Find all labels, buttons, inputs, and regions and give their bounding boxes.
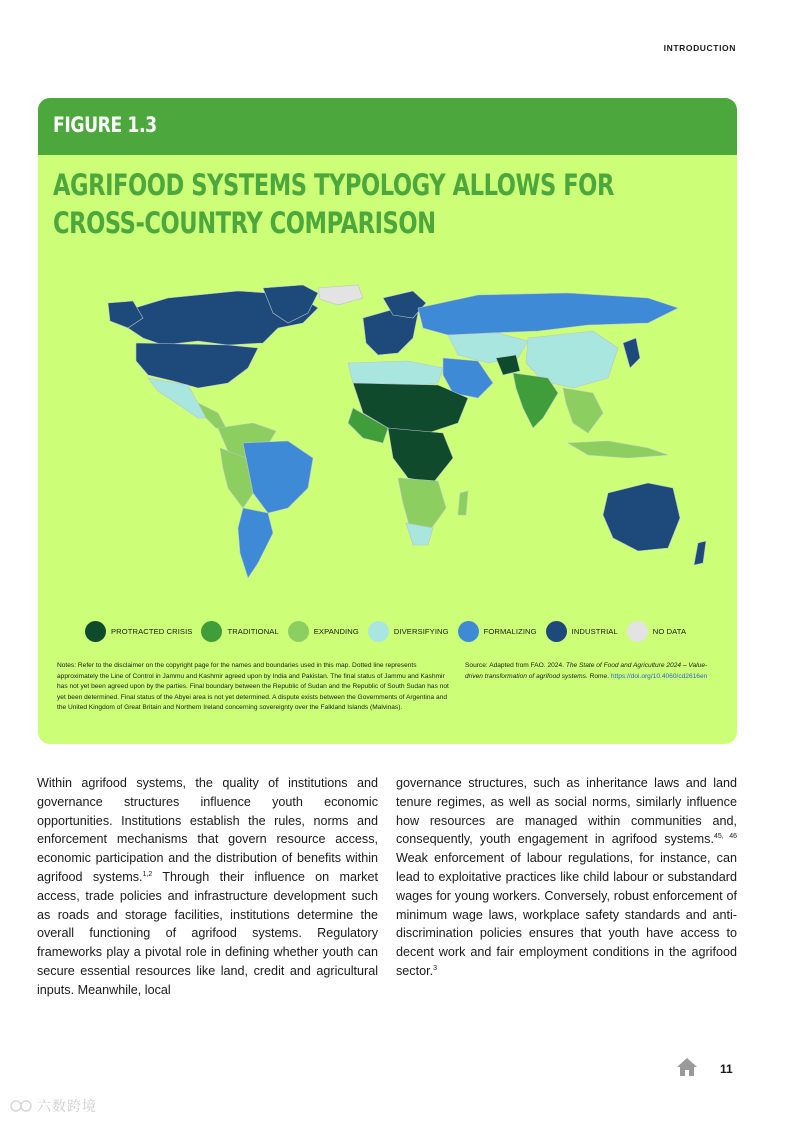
map-region-madagascar (458, 491, 468, 515)
figure-title-line-2: CROSS-COUNTRY COMPARISON (53, 206, 436, 240)
legend-swatch (368, 621, 389, 642)
legend-label: FORMALIZING (483, 627, 537, 636)
source-link[interactable]: https://doi.org/10.4060/cd2616en (610, 672, 708, 680)
figure-title (53, 166, 677, 242)
body-column-right (396, 774, 737, 981)
map-region-southern-africa (398, 478, 446, 533)
footnote-ref[interactable]: 1,2 (142, 870, 153, 878)
map-region-indonesia (568, 441, 668, 458)
legend-item-formalizing (458, 621, 537, 642)
source-suffix: Rome. (589, 672, 610, 680)
legend-label: TRADITIONAL (227, 627, 279, 636)
body-text: Within agrifood systems, the quality of institutions and governance structures influence youth economic opportunities. Institutions establish the rules, norms and enforcement mechanisms that govern resource access, economic participation and the distribution of benefits within agrifood systems. (37, 776, 378, 884)
legend-label: NO DATA (652, 627, 687, 636)
watermark-text: 六数跨境 (37, 1098, 97, 1114)
figure-card (38, 98, 737, 744)
legend-label: INDUSTRIAL (571, 627, 618, 636)
figure-title-line-1: AGRIFOOD SYSTEMS TYPOLOGY ALLOWS FOR (53, 168, 614, 202)
map-region-no-data (318, 285, 363, 305)
legend-swatch (546, 621, 567, 642)
map-region-australia (603, 483, 680, 551)
legend-item-traditional (201, 621, 278, 642)
footnote-ref[interactable]: 3 (433, 964, 438, 972)
map-region-argentina (238, 508, 273, 578)
map-region-afghanistan (496, 355, 520, 375)
figure-source (465, 661, 715, 682)
source-title: The State of Food and Agriculture 2024 – Value-driven transformation of agrifood systems. (465, 662, 708, 680)
figure-label-bar (38, 98, 737, 155)
figure-notes: Notes: Refer to the disclaimer on the copyright page for the names and boundaries used in this map. Dotted line represents approximately the Line of Control in Jammu and Kashmir agreed upon by India and Pakistan. The final status of Jammu and Kashmir has not yet been agreed upon by the parties. Final boundary between the Republic of Sudan and the Republic of South Sudan has not yet been determined. Final status of the Abyei area is not yet determined. A dispute exists between the Governments of Argentina and the United Kingdom of Great Britain and Northern Ireland concerning sovereignty over the Falkland Islands (Malvinas). (57, 662, 449, 711)
watermark-logo-icon (8, 1098, 34, 1114)
legend-item-industrial (546, 621, 618, 642)
body-text: governance structures, such as inheritance laws and land tenure regimes, as well as social norms, similarly influence how resources are managed within communities and, consequently, youth engagement in agrifood systems. (396, 776, 737, 847)
legend-label: PROTRACTED CRISIS (111, 627, 193, 636)
legend-item-expanding (288, 621, 359, 642)
map-region-japan (623, 338, 640, 368)
body-text: Weak enforcement of labour regulations, for instance, can lead to exploitative practices like child labour or substandard wages for young workers. Conversely, robust enforcement of minimum wage laws, workplace safety standards and anti-discrimination policies ensures that youth have access to decent work and fair employment conditions in the agrifood sector. (396, 851, 737, 978)
legend-swatch (288, 621, 309, 642)
map-region-southeast-asia (563, 388, 603, 433)
page-number: 11 (720, 1062, 733, 1076)
legend-swatch (85, 621, 106, 642)
figure-label: FIGURE 1.3 (53, 113, 157, 137)
legend-item-no-data (627, 621, 686, 642)
map-legend (85, 621, 695, 642)
legend-label: EXPANDING (313, 627, 359, 636)
footnote-ref[interactable]: 45, 46 (713, 833, 737, 841)
running-head: INTRODUCTION (663, 43, 736, 53)
watermark (8, 1096, 97, 1116)
map-region-brazil (243, 441, 313, 513)
home-icon[interactable] (676, 1057, 698, 1077)
legend-item-diversifying (368, 621, 449, 642)
legend-swatch (627, 621, 648, 642)
body-text: Through their influence on market access, trade policies and infrastructure development such as roads and storage facilities, institutions determine the overall functioning of agrifood systems. Regulatory frameworks play a pivotal role in defining whether youth can secure essential resources like land, credit and agricultural inputs. Meanwhile, local (37, 869, 378, 997)
body-column-left (37, 774, 378, 1000)
source-prefix: Source: Adapted from FAO. 2024. (465, 662, 564, 669)
map-region-new-zealand (694, 541, 706, 565)
world-map (48, 283, 728, 583)
map-region-russia (418, 293, 678, 335)
map-region-central-africa (388, 428, 453, 483)
legend-swatch (201, 621, 222, 642)
legend-item-protracted-crisis (85, 621, 192, 642)
legend-label: DIVERSIFYING (393, 627, 449, 636)
legend-swatch (458, 621, 479, 642)
